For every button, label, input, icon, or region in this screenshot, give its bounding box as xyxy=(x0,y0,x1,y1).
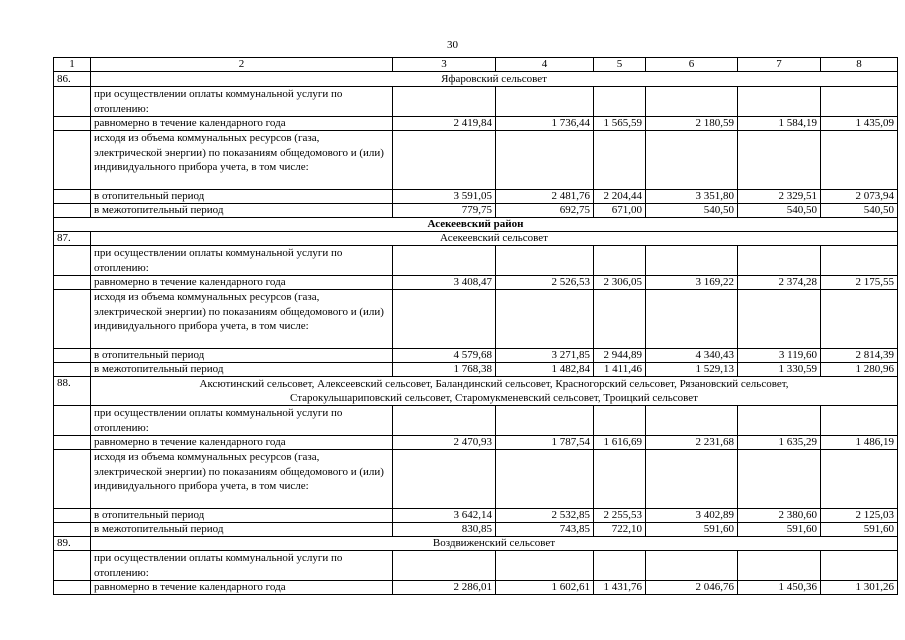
col-header: 8 xyxy=(821,58,898,72)
row-label: равномерно в течение календарного года xyxy=(91,436,393,450)
value-cell: 2 532,85 xyxy=(496,509,594,523)
row-label: в отопительный период xyxy=(91,509,393,523)
table-row xyxy=(54,406,898,436)
table-row xyxy=(54,581,898,595)
col-header: 2 xyxy=(91,58,393,72)
col-header: 1 xyxy=(54,58,91,72)
row-label: равномерно в течение календарного года xyxy=(91,276,393,290)
value-cell: 4 340,43 xyxy=(646,349,738,363)
value-cell: 1 330,59 xyxy=(738,363,821,377)
col-header: 7 xyxy=(738,58,821,72)
row-label: при осуществлении оплаты коммунальной услуги по отоплению: xyxy=(91,406,393,436)
section-title-row xyxy=(54,232,898,246)
row-label: равномерно в течение календарного года xyxy=(91,117,393,131)
col-header: 6 xyxy=(646,58,738,72)
value-cell: 1 486,19 xyxy=(821,436,898,450)
value-cell: 3 402,89 xyxy=(646,509,738,523)
value-cell: 2 306,05 xyxy=(594,276,646,290)
settlement-name-line: Старокульшариповский сельсовет, Старомукменевский сельсовет, Троицкий сельсовет xyxy=(290,392,698,404)
value-cell: 1 411,46 xyxy=(594,363,646,377)
table-row xyxy=(54,204,898,218)
value-cell: 591,60 xyxy=(738,523,821,537)
row-number: 88. xyxy=(54,377,91,406)
value-cell: 3 351,80 xyxy=(646,190,738,204)
settlement-name: Яфаровский сельсовет xyxy=(91,72,898,87)
settlement-name: Воздвиженский сельсовет xyxy=(91,537,898,551)
value-cell: 1 565,59 xyxy=(594,117,646,131)
settlement-name xyxy=(91,377,898,406)
column-header-row xyxy=(54,58,898,72)
row-number: 86. xyxy=(54,72,91,87)
value-cell: 1 635,29 xyxy=(738,436,821,450)
row-label: при осуществлении оплаты коммунальной услуги по отоплению: xyxy=(91,87,393,117)
value-cell: 2 419,84 xyxy=(393,117,496,131)
value-cell: 2 329,51 xyxy=(738,190,821,204)
value-cell: 692,75 xyxy=(496,204,594,218)
section-title-row xyxy=(54,377,898,406)
value-cell: 2 180,59 xyxy=(646,117,738,131)
district-name: Асекеевский район xyxy=(54,218,898,232)
table-row xyxy=(54,276,898,290)
value-cell: 540,50 xyxy=(821,204,898,218)
value-cell: 4 579,68 xyxy=(393,349,496,363)
value-cell: 1 602,61 xyxy=(496,581,594,595)
value-cell: 2 255,53 xyxy=(594,509,646,523)
value-cell: 3 169,22 xyxy=(646,276,738,290)
table-row xyxy=(54,117,898,131)
col-header: 3 xyxy=(393,58,496,72)
row-label: при осуществлении оплаты коммунальной услуги по отоплению: xyxy=(91,551,393,581)
value-cell: 2 204,44 xyxy=(594,190,646,204)
settlement-name-line: Аксютинский сельсовет, Алексеевский сельсовет, Баландинский сельсовет, Красногорский сельсовет, Рязановский сельсовет, xyxy=(199,378,789,390)
value-cell: 2 046,76 xyxy=(646,581,738,595)
value-cell: 1 529,13 xyxy=(646,363,738,377)
value-cell: 779,75 xyxy=(393,204,496,218)
value-cell: 2 814,39 xyxy=(821,349,898,363)
table-row xyxy=(54,523,898,537)
value-cell: 722,10 xyxy=(594,523,646,537)
row-label: в межотопительный период xyxy=(91,204,393,218)
table-row xyxy=(54,87,898,117)
value-cell: 3 642,14 xyxy=(393,509,496,523)
row-label: исходя из объема коммунальных ресурсов (газа, электрической энергии) по показаниям общедомового и (или) индивидуального прибора учета, в том числе: xyxy=(91,290,393,349)
row-number: 89. xyxy=(54,537,91,551)
value-cell: 591,60 xyxy=(821,523,898,537)
value-cell: 591,60 xyxy=(646,523,738,537)
table-row xyxy=(54,349,898,363)
value-cell: 830,85 xyxy=(393,523,496,537)
value-cell: 671,00 xyxy=(594,204,646,218)
value-cell: 1 482,84 xyxy=(496,363,594,377)
table-row xyxy=(54,436,898,450)
value-cell: 3 591,05 xyxy=(393,190,496,204)
row-label: в отопительный период xyxy=(91,349,393,363)
section-title-row xyxy=(54,72,898,87)
row-number: 87. xyxy=(54,232,91,246)
value-cell: 2 073,94 xyxy=(821,190,898,204)
col-header: 4 xyxy=(496,58,594,72)
value-cell: 2 470,93 xyxy=(393,436,496,450)
value-cell: 3 119,60 xyxy=(738,349,821,363)
value-cell: 540,50 xyxy=(738,204,821,218)
value-cell: 2 944,89 xyxy=(594,349,646,363)
value-cell: 1 450,36 xyxy=(738,581,821,595)
value-cell: 1 435,09 xyxy=(821,117,898,131)
row-label: равномерно в течение календарного года xyxy=(91,581,393,595)
value-cell: 1 787,54 xyxy=(496,436,594,450)
row-label: при осуществлении оплаты коммунальной услуги по отоплению: xyxy=(91,246,393,276)
value-cell: 2 526,53 xyxy=(496,276,594,290)
value-cell: 2 374,28 xyxy=(738,276,821,290)
district-row xyxy=(54,218,898,232)
value-cell: 2 481,76 xyxy=(496,190,594,204)
table-row xyxy=(54,450,898,509)
table-row xyxy=(54,131,898,190)
value-cell: 1 280,96 xyxy=(821,363,898,377)
row-label: в межотопительный период xyxy=(91,523,393,537)
table-row xyxy=(54,190,898,204)
value-cell: 2 231,68 xyxy=(646,436,738,450)
value-cell: 540,50 xyxy=(646,204,738,218)
value-cell: 1 301,26 xyxy=(821,581,898,595)
table-row xyxy=(54,290,898,349)
col-header: 5 xyxy=(594,58,646,72)
page-number: 30 xyxy=(447,39,458,51)
value-cell: 1 584,19 xyxy=(738,117,821,131)
value-cell: 743,85 xyxy=(496,523,594,537)
value-cell: 1 431,76 xyxy=(594,581,646,595)
row-label: в межотопительный период xyxy=(91,363,393,377)
value-cell: 2 125,03 xyxy=(821,509,898,523)
value-cell: 3 271,85 xyxy=(496,349,594,363)
row-label: исходя из объема коммунальных ресурсов (газа, электрической энергии) по показаниям общедомового и (или) индивидуального прибора учета, в том числе: xyxy=(91,131,393,190)
row-label: в отопительный период xyxy=(91,190,393,204)
section-title-row xyxy=(54,537,898,551)
tariff-table xyxy=(53,57,898,595)
value-cell: 1 768,38 xyxy=(393,363,496,377)
value-cell: 2 380,60 xyxy=(738,509,821,523)
table-row xyxy=(54,551,898,581)
row-label: исходя из объема коммунальных ресурсов (газа, электрической энергии) по показаниям общедомового и (или) индивидуального прибора учета, в том числе: xyxy=(91,450,393,509)
settlement-name: Асекеевский сельсовет xyxy=(91,232,898,246)
table-row xyxy=(54,363,898,377)
value-cell: 2 175,55 xyxy=(821,276,898,290)
value-cell: 1 616,69 xyxy=(594,436,646,450)
value-cell: 1 736,44 xyxy=(496,117,594,131)
table-row xyxy=(54,509,898,523)
value-cell: 3 408,47 xyxy=(393,276,496,290)
value-cell: 2 286,01 xyxy=(393,581,496,595)
table-row xyxy=(54,246,898,276)
